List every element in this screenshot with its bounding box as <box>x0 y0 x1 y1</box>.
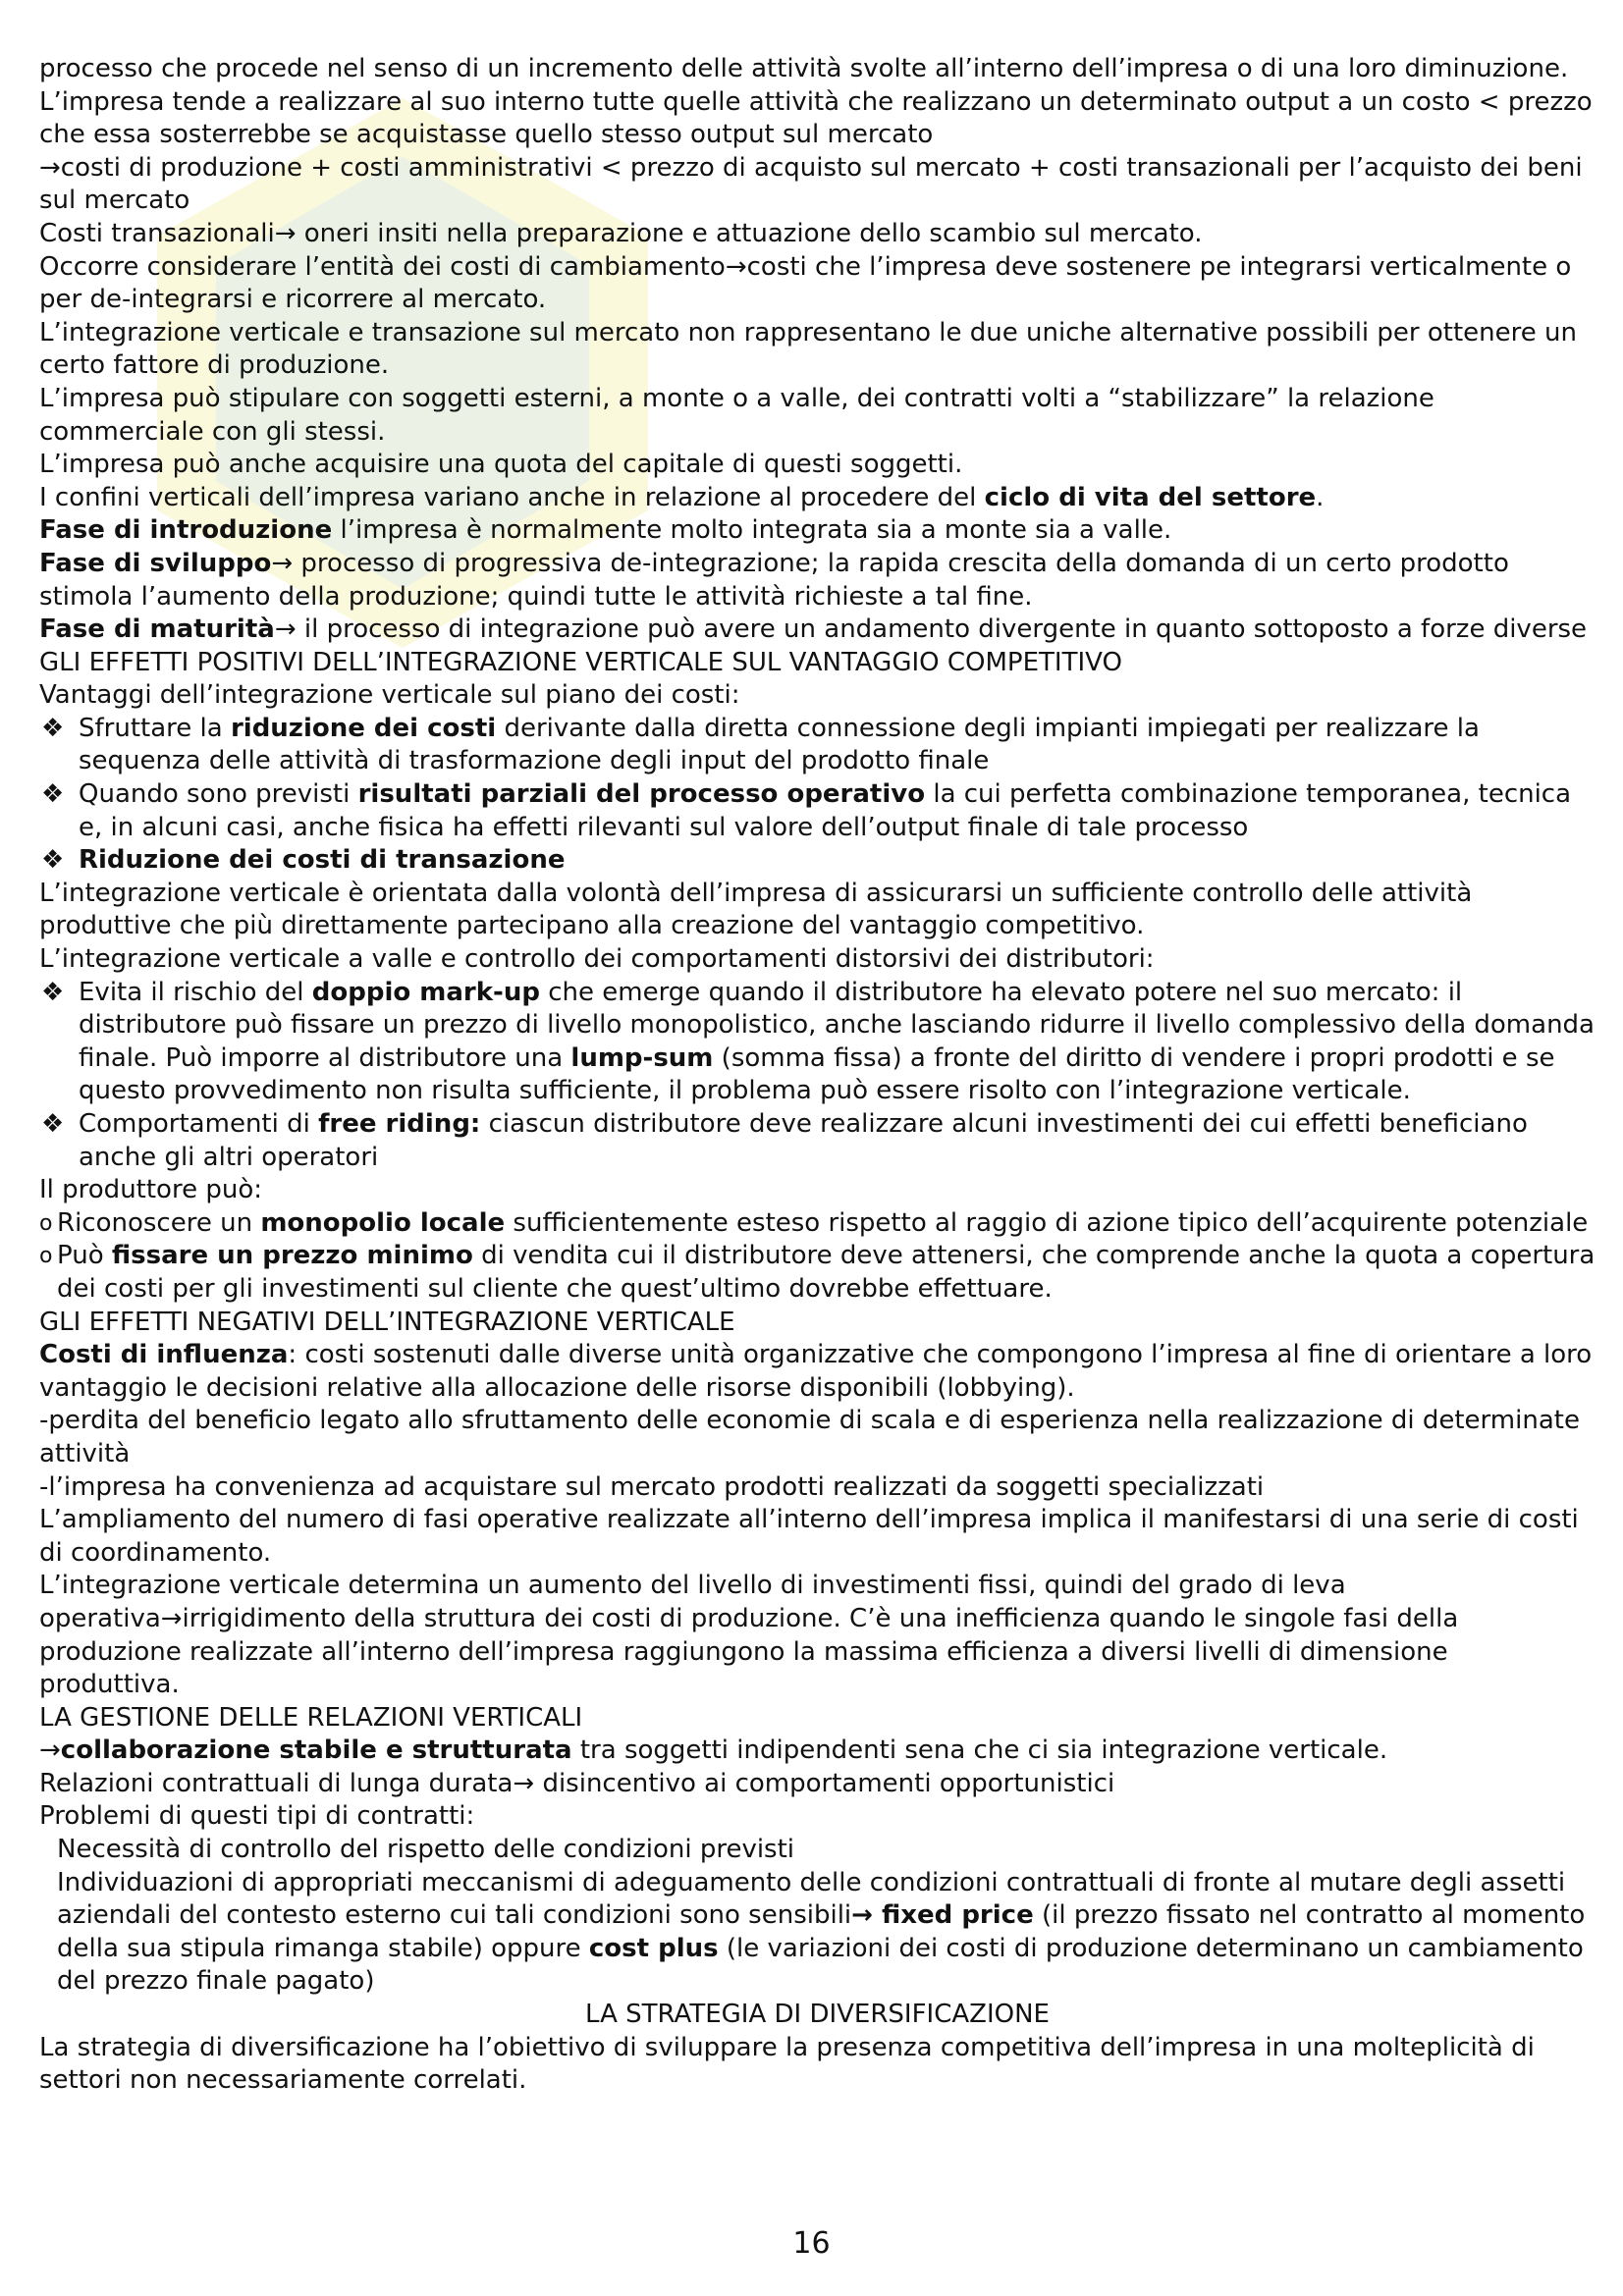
page-number: 16 <box>792 2226 831 2261</box>
text: (le variazioni dei costi di produzione determinano un cambiamento del prezzo finale pagato) <box>57 1933 1584 1997</box>
text: : costi sostenuti dalle diverse unità organizzative che compongono l’impresa al fine di orientare a loro vantaggio le decisioni relative alla allocazione delle risorse disponibili (lobbying). <box>39 1340 1593 1403</box>
bold-text: Fase di introduzione <box>39 515 333 546</box>
text: (somma fissa) a fronte del diritto di vendere i propri prodotti e se questo provvedimento non risulta sufficiente, il problema può essere risolto con l’integrazione verticale. <box>79 1042 1555 1106</box>
text: che emerge quando il distributore ha elevato potere nel suo mercato: il distributore può fissare un prezzo di livello monopolistico, anche lasciando ridurre il livello complessivo della domanda finale. Può imporre al distributore una <box>79 977 1595 1073</box>
bold-text: → fixed price <box>851 1900 1034 1931</box>
text: → <box>39 1735 61 1766</box>
list-item <box>39 1240 1596 1306</box>
bold-text: doppio mark-up <box>311 977 540 1007</box>
paragraph <box>39 514 1596 548</box>
circle-bullet-icon: o <box>39 1210 53 1236</box>
paragraph: -perdita del beneficio legato allo sfruttamento delle economie di scala e di esperienza nella realizzazione di determinate attività <box>39 1406 1580 1468</box>
text: la cui perfetta combinazione temporanea, tecnica e, in alcuni casi, anche fisica ha effetti rilevanti sul valore dell’output finale di tale processo <box>79 779 1572 842</box>
text: Può <box>57 1241 112 1271</box>
document-page <box>39 53 1596 2098</box>
text: derivante dalla diretta connessione degli impianti impiegati per realizzare la sequenza delle attività di trasformazione degli input del prodotto finale <box>79 713 1480 776</box>
bold-text: Fase di sviluppo <box>39 548 272 578</box>
chapter-heading: LA STRATEGIA DI DIVERSIFICAZIONE <box>585 2000 1050 2030</box>
text: → il processo di integrazione può avere un andamento divergente in quanto sottoposto a forze diverse <box>274 614 1588 645</box>
list-item: Necessità di controllo del rispetto delle condizioni previsti <box>57 1835 795 1865</box>
bullet-icon: ❖ <box>41 845 65 876</box>
circle-bullet-icon: o <box>39 1244 53 1269</box>
list-item <box>39 977 1596 1108</box>
bold-text: Fase di maturità <box>39 614 275 645</box>
paragraph: Vantaggi dell’integrazione verticale sul piano dei costi: <box>39 680 740 711</box>
bullet-icon: ❖ <box>41 713 65 743</box>
paragraph: Occorre considerare l’entità dei costi di cambiamento→costi che l’impresa deve sostenere pe integrarsi verticalmente o per de-integrarsi e ricorrere al mercato. <box>39 251 1572 315</box>
bold-text: cost plus <box>588 1933 719 1963</box>
text: di vendita cui il distributore deve attenersi, che comprende anche la quota a copertura dei costi per gli investimenti sul cliente che quest’ultimo dovrebbe effettuare. <box>57 1241 1596 1304</box>
paragraph: L’integrazione verticale determina un aumento del livello di investimenti fissi, quindi del grado di leva operativa→irrigidimento della struttura dei costi di produzione. C’è una inefficienza quando le singole fasi della produzione realizzate all’interno dell’impresa raggiungono la massima efficienza a diversi livelli di dimensione produttiva. <box>39 1571 1459 1700</box>
paragraph: →costi di produzione + costi amministrativi < prezzo di acquisto sul mercato + costi transazionali per l’acquisto dei beni sul mercato <box>39 152 1583 216</box>
text: l’impresa è normalmente molto integrata sia a monte sia a valle. <box>332 515 1172 546</box>
paragraph: processo che procede nel senso di un incremento delle attività svolte all’interno dell’impresa o di una loro diminuzione. <box>39 54 1569 83</box>
text: Comportamenti di <box>79 1109 319 1139</box>
paragraph: Problemi di questi tipi di contratti: <box>39 1801 475 1832</box>
paragraph: L’impresa tende a realizzare al suo interno tutte quelle attività che realizzano un determinato output a un costo < prezzo che essa sosterrebbe se acquistasse quello stesso output sul mercato <box>39 86 1593 150</box>
list-item <box>39 844 1596 878</box>
paragraph <box>39 482 1596 515</box>
list-item <box>39 1867 1596 1999</box>
paragraph: Il produttore può: <box>39 1175 262 1205</box>
list-item <box>39 778 1596 844</box>
bold-text: riduzione dei costi <box>230 713 497 743</box>
bold-text: Riduzione dei costi di transazione <box>79 845 566 876</box>
section-heading: GLI EFFETTI POSITIVI DELL’INTEGRAZIONE VERTICALE SUL VANTAGGIO COMPETITIVO <box>39 647 1122 677</box>
text: Quando sono previsti <box>79 779 358 810</box>
paragraph <box>39 614 1596 647</box>
bold-text: collaborazione stabile e strutturata <box>60 1735 572 1766</box>
text: I confini verticali dell’impresa variano anche in relazione al procedere del <box>39 482 985 512</box>
paragraph <box>39 548 1596 614</box>
bold-text: free riding: <box>318 1109 481 1139</box>
paragraph: Relazioni contrattuali di lunga durata→ disincentivo ai comportamenti opportunistici <box>39 1768 1115 1798</box>
text: . <box>1316 482 1325 512</box>
text: Evita il rischio del <box>79 977 312 1007</box>
text: Riconoscere un <box>57 1207 261 1238</box>
paragraph: -l’impresa ha convenienza ad acquistare sul mercato prodotti realizzati da soggetti specializzati <box>39 1471 1265 1502</box>
paragraph: Costi transazionali→ oneri insiti nella preparazione e attuazione dello scambio sul mercato. <box>39 218 1203 248</box>
paragraph: L’integrazione verticale e transazione sul mercato non rappresentano le due uniche alternative possibili per ottenere un certo fattore di produzione. <box>39 317 1577 381</box>
bold-text: risultati parziali del processo operativo <box>357 779 926 810</box>
text: Sfruttare la <box>79 713 231 743</box>
bold-text: lump-sum <box>570 1042 714 1073</box>
bold-text: Costi di influenza <box>39 1340 289 1370</box>
section-heading: LA GESTIONE DELLE RELAZIONI VERTICALI <box>39 1702 583 1733</box>
text: sufficientemente esteso rispetto al raggio di azione tipico dell’acquirente potenziale <box>505 1207 1589 1238</box>
section-heading: GLI EFFETTI NEGATIVI DELL’INTEGRAZIONE VERTICALE <box>39 1307 735 1337</box>
bullet-icon: ❖ <box>41 779 65 810</box>
paragraph <box>39 1339 1596 1405</box>
text: (il prezzo fissato nel contratto al momento della sua stipula rimanga stabile) oppure <box>57 1900 1586 1963</box>
paragraph <box>39 1735 1596 1768</box>
paragraph: L’impresa può anche acquisire una quota del capitale di questi soggetti. <box>39 450 963 480</box>
bold-text: fissare un prezzo minimo <box>111 1241 473 1271</box>
paragraph: L’impresa può stipulare con soggetti esterni, a monte o a valle, dei contratti volti a “stabilizzare” la relazione commerciale con gli stessi. <box>39 383 1434 447</box>
paragraph: La strategia di diversificazione ha l’obiettivo di sviluppare la presenza competitiva dell’impresa in una molteplicità di settori non necessariamente correlati. <box>39 2032 1535 2096</box>
paragraph: L’integrazione verticale a valle e controllo dei comportamenti distorsivi dei distributori: <box>39 944 1155 975</box>
paragraph: L’integrazione verticale è orientata dalla volontà dell’impresa di assicurarsi un sufficiente controllo delle attività produttive che più direttamente partecipano alla creazione del vantaggio competitivo. <box>39 878 1473 941</box>
text: ciascun distributore deve realizzare alcuni investimenti dei cui effetti beneficiano anche gli altri operatori <box>79 1109 1528 1172</box>
list-item <box>39 1108 1596 1174</box>
list-item <box>39 713 1596 778</box>
text: Individuazioni di appropriati meccanismi di adeguamento delle condizioni contrattuali di fronte al mutare degli assetti aziendali del contesto esterno cui tali condizioni sono sensibili <box>57 1867 1566 1931</box>
text: → processo di progressiva de-integrazione; la rapida crescita della domanda di un certo prodotto stimola l’aumento della produzione; quindi tutte le attività richieste a tal fine. <box>39 548 1509 612</box>
list-item <box>39 1207 1596 1241</box>
text: tra soggetti indipendenti sena che ci sia integrazione verticale. <box>571 1735 1388 1766</box>
bold-text: ciclo di vita del settore <box>984 482 1317 512</box>
bullet-icon: ❖ <box>41 1109 65 1139</box>
bold-text: monopolio locale <box>260 1207 506 1238</box>
paragraph: L’ampliamento del numero di fasi operative realizzate all’interno dell’impresa implica il manifestarsi di una serie di costi di coordinamento. <box>39 1505 1579 1568</box>
bullet-icon: ❖ <box>41 977 65 1007</box>
